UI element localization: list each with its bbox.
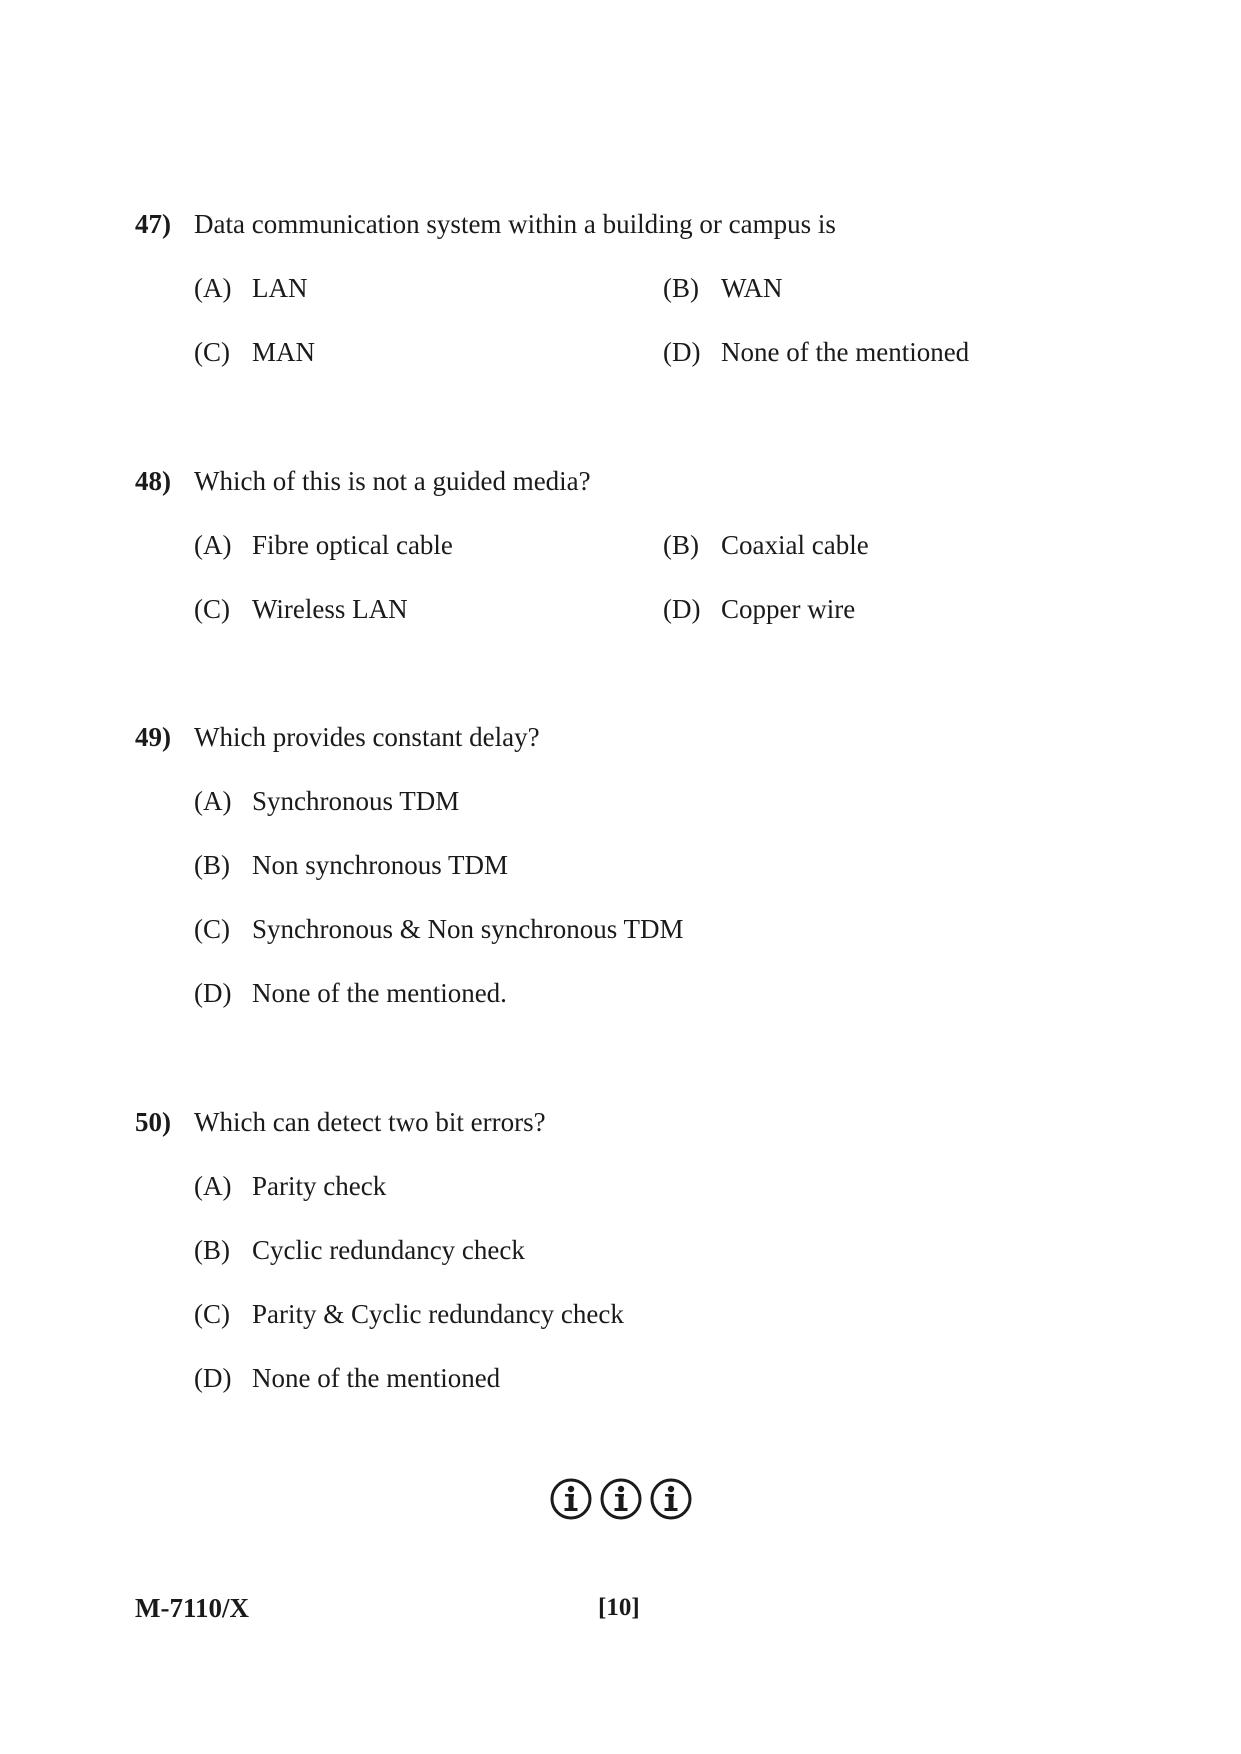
option-text: LAN <box>252 273 308 303</box>
option-label: (D) <box>663 337 701 367</box>
option-text: WAN <box>721 273 783 303</box>
option-label: (A) <box>194 1171 232 1201</box>
option-label: (A) <box>194 786 232 816</box>
option-label: (C) <box>194 914 230 944</box>
question-number: 47) <box>135 209 171 239</box>
option-text: MAN <box>252 337 316 367</box>
info-circle-icon <box>552 1480 590 1518</box>
option-label: (C) <box>194 337 230 367</box>
option-text: None of the mentioned <box>252 1363 501 1393</box>
option-label: (C) <box>194 1299 230 1329</box>
page-number: [10] <box>598 1594 640 1621</box>
end-of-section-ornament <box>548 1476 694 1522</box>
option-text: Synchronous & Non synchronous TDM <box>252 914 684 944</box>
option-text: None of the mentioned <box>721 337 970 367</box>
option-text: Wireless LAN <box>252 594 408 624</box>
question-text: Which provides constant delay? <box>194 722 540 752</box>
option-text: Non synchronous TDM <box>252 850 508 880</box>
option-text: Coaxial cable <box>721 530 869 560</box>
question-number: 50) <box>135 1107 171 1137</box>
option-text: Copper wire <box>721 594 856 624</box>
question-number: 48) <box>135 466 171 496</box>
question-number: 49) <box>135 722 171 752</box>
question-text: Which can detect two bit errors? <box>194 1107 546 1137</box>
question-text: Which of this is not a guided media? <box>194 466 591 496</box>
info-circle-icon <box>602 1480 640 1518</box>
option-label: (D) <box>663 594 701 624</box>
option-text: None of the mentioned. <box>252 978 507 1008</box>
option-text: Parity check <box>252 1171 387 1201</box>
option-label: (D) <box>194 978 232 1008</box>
option-text: Cyclic redundancy check <box>252 1235 525 1265</box>
option-label: (A) <box>194 273 232 303</box>
option-label: (B) <box>663 530 699 560</box>
paper-code: M-7110/X <box>135 1593 249 1623</box>
option-label: (D) <box>194 1363 232 1393</box>
option-label: (C) <box>194 594 230 624</box>
option-label: (B) <box>663 273 699 303</box>
option-text: Synchronous TDM <box>252 786 460 816</box>
info-circle-icon <box>652 1480 690 1518</box>
option-label: (A) <box>194 530 232 560</box>
option-label: (B) <box>194 850 230 880</box>
option-label: (B) <box>194 1235 230 1265</box>
option-text: Parity & Cyclic redundancy check <box>252 1299 624 1329</box>
question-text: Data communication system within a building or campus is <box>194 209 836 239</box>
option-text: Fibre optical cable <box>252 530 453 560</box>
